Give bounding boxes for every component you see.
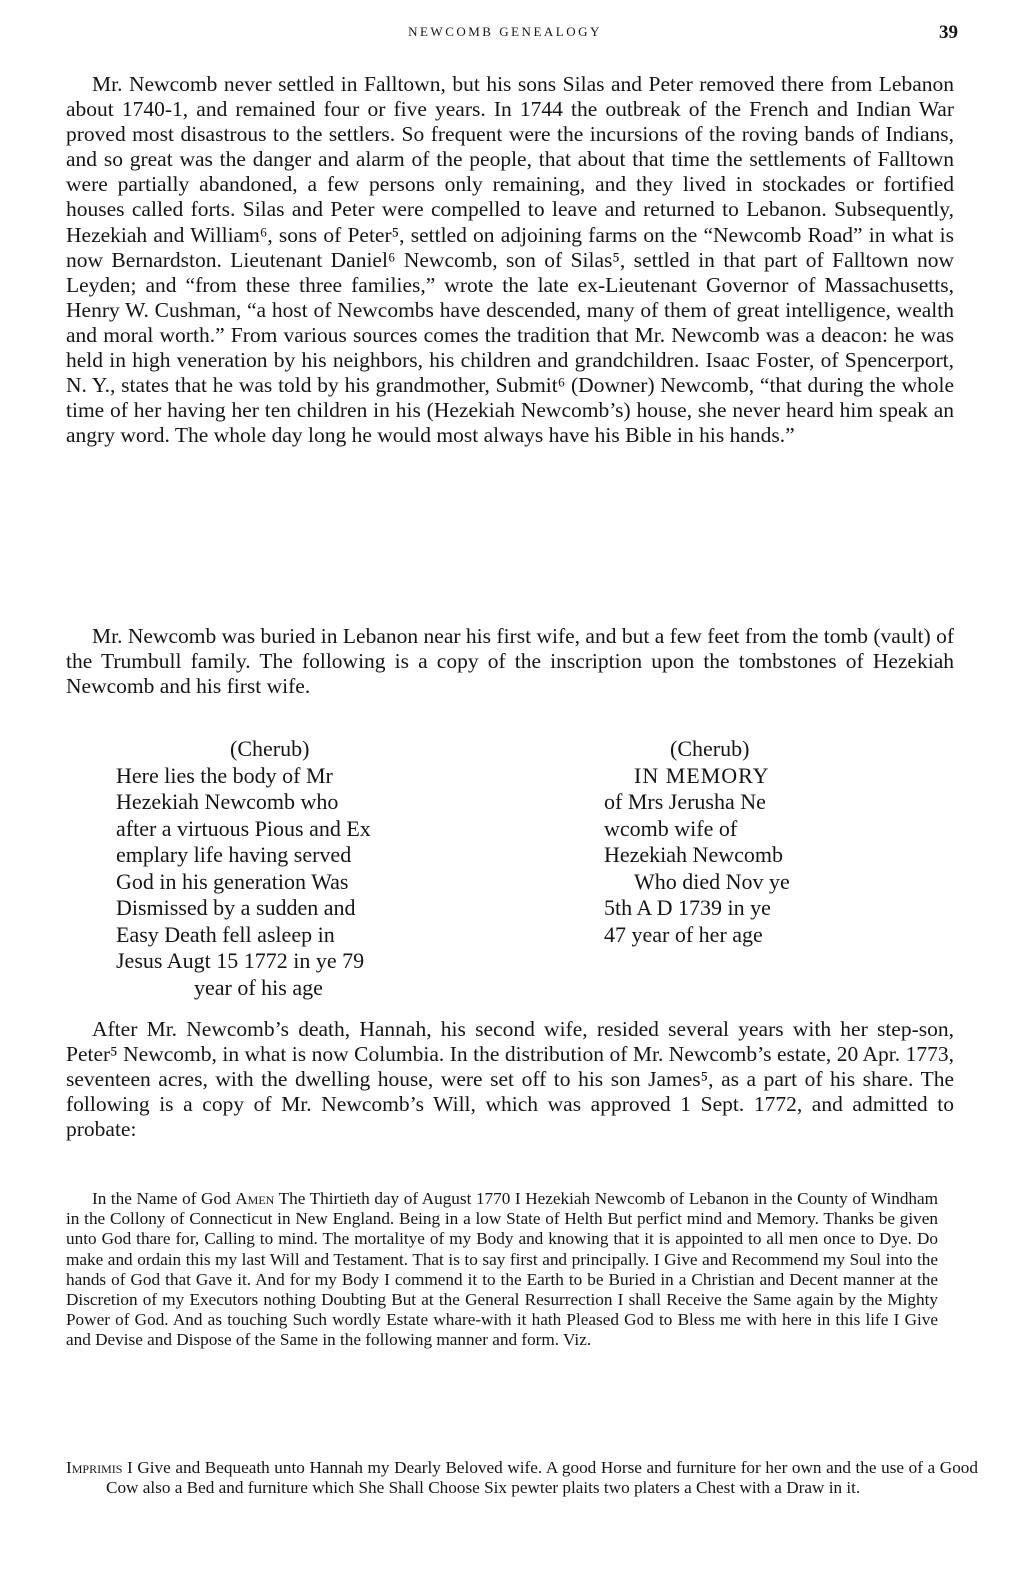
inscription-line: wcomb wife of (604, 815, 738, 841)
inscription-line: Here lies the body of Mr (116, 762, 333, 788)
inscription-line: emplary life having served (116, 842, 352, 867)
inscription-line: year of his age (194, 974, 323, 1000)
imprimis-text: I Give and Bequeath unto Hannah my Dearly Beloved wife. A good Horse and furniture for her own and the use of a Good Cow also a Bed and furniture which She Shall Choose Six pewter plaits two platers a Chest with a Draw in it. (106, 1458, 978, 1498)
paragraph-estate-text: After Mr. Newcomb’s death, Hannah, his second wife, resided several years with her step-son, Peter⁵ Newcomb, in what is now Columbia. In the distribution of Mr. Newcomb’s estate, 20 Apr. 1773, seventeen acres, with the dwelling house, were set off to his son James⁵, as a part of his share. The following is a copy of Mr. Newcomb’s Will, which was approved 1 Sept. 1772, and admitted to probate: (66, 1017, 954, 1142)
running-title: NEWCOMB GENEALOGY (408, 24, 602, 39)
will-amen: Amen (235, 1189, 275, 1208)
inscription-line: after a virtuous Pious and Ex (116, 815, 371, 841)
paragraph-falltown-text: Mr. Newcomb never settled in Falltown, but his sons Silas and Peter removed there from Lebanon about 1740-1, and remained four or five years. In 1744 the outbreak of the French and Indian War proved most disastrous to the settlers. So frequent were the incursions of the roving bands of Indians, and so great was the danger and alarm of the people, that about that time the settlements of Falltown were partially abandoned, a few persons only remaining, and they lived in stockades or fortified houses called forts. Silas and Peter were compelled to leave and returned to Lebanon. Subsequently, Hezekiah and William⁶, sons of Peter⁵, settled on adjoining farms on the “Newcomb Road” in what is now Bernardston. Lieutenant Daniel⁶ Newcomb, son of Silas⁵, settled in that part of Falltown now Leyden; and “from these three families,” wrote the late ex-Lieutenant Governor of Massachusetts, Henry W. Cushman, “a host of Newcombs have descended, many of them of great intelligence, wealth and moral worth.” From various sources comes the tradition that Mr. Newcomb was a deacon: he was held in high veneration by his neighbors, his children and grandchildren. Isaac Foster, of Spencerport, N. Y., states that he was told by his grandmother, Submit⁶ (Downer) Newcomb, “that during the whole time of her having her ten children in his (Hezekiah Newcomb’s) house, she never heard him speak an angry word. The whole day long he would most always have his Bible in his hands.” (66, 72, 954, 448)
tombstone-inscription-hezekiah (116, 736, 476, 1001)
paragraph-burial-text: Mr. Newcomb was buried in Lebanon near his first wife, and but a few feet from the tomb (vault) of the Trumbull family. The following is a copy of the inscription upon the tombstones of Hezekiah Newcomb and his first wife. (66, 624, 954, 699)
will-imprimis (66, 1458, 978, 1498)
will-body: The Thirtieth day of August 1770 I Hezekiah Newcomb of Lebanon in the County of Windham in the Collony of Connecticut in New England. Being in a low State of Helth But perfict mind and Memory. Thanks be given unto God thare for, Calling to mind. The mortalitye of my Body and knowing that it is appointed to all men once to Dye. Do make and ordain this my last Will and Testament. That is to say first and principally. I Give and Recommend my Soul into the hands of God that Gave it. And for my Body I commend it to the Earth to be Buried in a Christian and Decent manner at the Discretion of my Executors nothing Doubting But at the General Resurrection I shall Receive the Same again by the Mighty Power of God. And as touching Such wordly Estate whare-with it hath Pleased God to Bless me with here in this life I Give and Devise and Dispose of the Same in the following manner and form. Viz. (66, 1189, 938, 1350)
inscription-line: Hezekiah Newcomb (604, 842, 783, 867)
paragraph-burial (66, 624, 954, 699)
running-head (0, 22, 1010, 46)
inscription-line: God in his generation Was (116, 868, 349, 894)
imprimis-label: Imprimis (66, 1458, 123, 1477)
inscription-line: 47 year of her age (604, 921, 763, 947)
inscription-line: Dismissed by a sudden and (116, 895, 356, 920)
inscription-line: IN MEMORY (634, 762, 770, 788)
will-text (66, 1189, 938, 1351)
inscription-line: Easy Death fell asleep in (116, 921, 335, 947)
paragraph-estate (66, 1017, 954, 1142)
inscription-line: Hezekiah Newcomb who (116, 789, 339, 814)
page-number: 39 (939, 22, 958, 43)
inscription-line: Who died Nov ye (634, 868, 790, 894)
paragraph-falltown (66, 72, 954, 448)
inscription-line: of Mrs Jerusha Ne (604, 789, 766, 814)
inscription-line: 5th A D 1739 in ye (604, 895, 771, 920)
inscription-line: (Cherub) (670, 736, 750, 761)
tombstone-inscription-jerusha (604, 736, 904, 948)
inscription-line: (Cherub) (230, 736, 310, 761)
will-opening: In the Name of God (92, 1189, 236, 1208)
inscription-line: Jesus Augt 15 1772 in ye 79 (116, 948, 365, 973)
